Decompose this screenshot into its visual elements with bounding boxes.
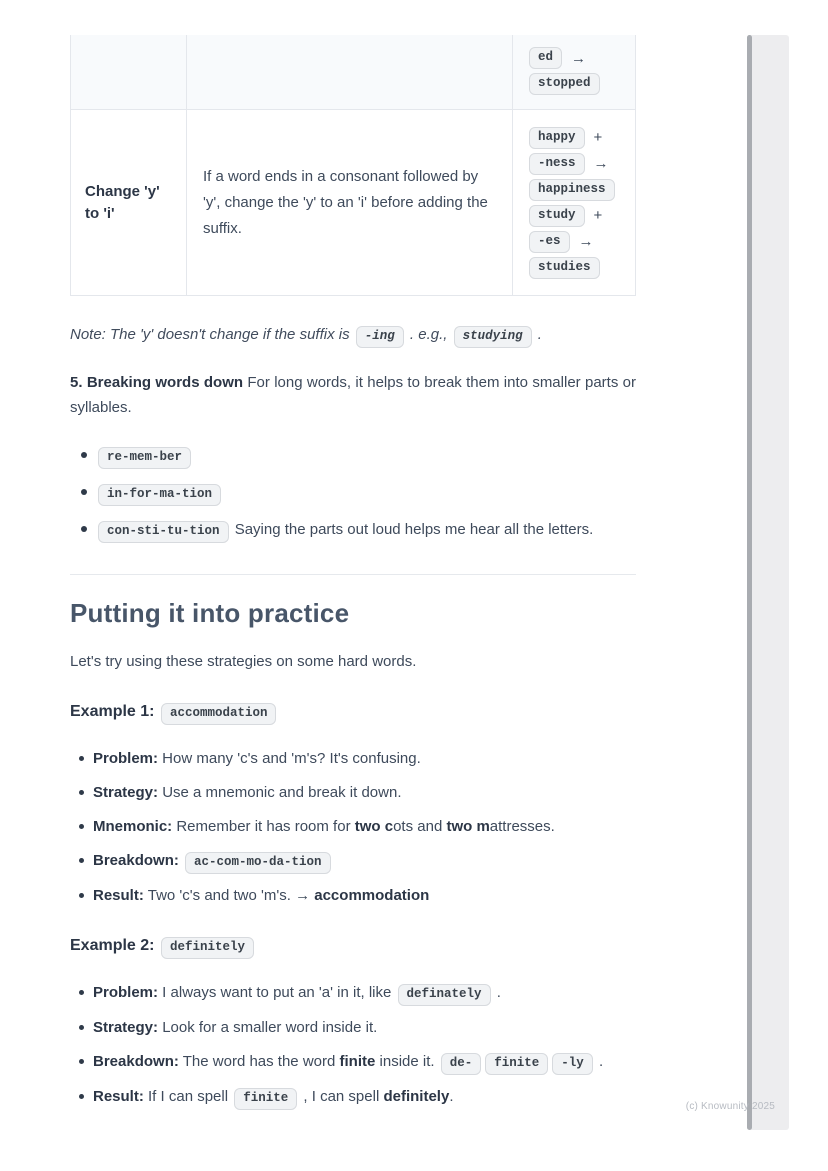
example-2-heading: [70, 933, 636, 959]
arrow-separator: →: [593, 155, 609, 172]
code-chip: ac-com-mo-da-tion: [185, 852, 331, 874]
item-label: Breakdown:: [93, 852, 179, 869]
item-text: .: [594, 1053, 604, 1070]
code-chip: -ness: [529, 153, 585, 175]
table-cell-description: [187, 110, 513, 296]
code-chip: -es: [529, 231, 570, 253]
example-1-list: [70, 746, 636, 908]
code-chip: ed: [529, 47, 562, 69]
syllable-list: [70, 443, 636, 543]
code-chip: finite: [234, 1088, 297, 1110]
list-item-problem: [70, 746, 636, 771]
example-2-label: Example 2:: [70, 937, 155, 954]
code-chip: study: [529, 205, 585, 227]
table-cell-rule: [71, 35, 187, 110]
item-text: .: [449, 1088, 454, 1105]
item-label: Breakdown:: [93, 1053, 179, 1070]
item-label: Mnemonic:: [93, 818, 173, 835]
example-line: [527, 45, 629, 71]
section-5-title: 5. Breaking words down: [70, 374, 244, 391]
rule-name: Change 'y' to 'i': [85, 182, 160, 222]
example-line: [527, 203, 629, 229]
example-line: [527, 125, 629, 151]
item-text: How many 'c's and 'm's? It's confusing.: [158, 750, 421, 767]
arrow-separator: →: [571, 49, 587, 67]
section-5-text: For long words, it helps to break them into smaller parts or syllables.: [70, 374, 637, 416]
item-bold: two c: [354, 818, 394, 835]
item-label: Problem:: [93, 750, 159, 767]
list-item-strategy: [70, 780, 636, 805]
code-chip: happiness: [529, 179, 615, 201]
item-text: The word has the word: [178, 1053, 340, 1070]
item-text: Use a mnemonic and break it down.: [158, 784, 402, 801]
copyright-text: (c) Knowunity 2025: [685, 1101, 775, 1112]
plus-separator: +: [593, 207, 603, 224]
rule-description: If a word ends in a consonant followed by 'y', change the 'y' to an 'i' before adding the suffix.: [203, 167, 488, 237]
item-text: .: [492, 984, 501, 1001]
code-chip: -ly: [552, 1053, 593, 1075]
example-1-label: Example 1:: [70, 703, 155, 720]
list-item-strategy: [70, 1015, 636, 1040]
scrollbar-thumb[interactable]: [747, 35, 752, 1130]
note-text: .: [533, 326, 542, 343]
document-content: [70, 35, 636, 1119]
section-5-paragraph: [70, 370, 636, 420]
table-row-change-y: [71, 110, 636, 296]
code-chip: definately: [398, 984, 491, 1006]
code-chip: stopped: [529, 73, 600, 95]
list-item-breakdown: [70, 848, 636, 874]
practice-intro: Let's try using these strategies on some hard words.: [70, 653, 417, 670]
list-item-result: [70, 883, 636, 908]
code-chip: in-for-ma-tion: [98, 484, 221, 506]
table-cell-example: [513, 35, 636, 110]
item-label: Strategy:: [93, 784, 159, 801]
list-item-result: [70, 1084, 636, 1110]
item-text: Remember it has room for: [172, 818, 355, 835]
code-chip: happy: [529, 127, 585, 149]
item-text: , I can spell: [299, 1088, 384, 1105]
item-text: ots and: [393, 818, 447, 835]
code-chip: con-sti-tu-tion: [98, 521, 229, 543]
item-text: inside it.: [375, 1053, 439, 1070]
item-label: Result:: [93, 887, 144, 904]
example-2-list: [70, 980, 636, 1110]
code-chip: studying: [454, 326, 532, 348]
list-item-breakdown: [70, 1049, 636, 1075]
code-chip: finite: [485, 1053, 548, 1075]
example-line: [527, 255, 629, 281]
example-line: [527, 151, 629, 177]
list-item: [70, 517, 636, 543]
item-bold: finite: [339, 1053, 376, 1070]
example-line: [527, 229, 629, 255]
item-label: Result:: [93, 1088, 144, 1105]
list-item: [70, 480, 636, 506]
example-line: [527, 177, 629, 203]
item-text: If I can spell: [143, 1088, 233, 1105]
code-chip: definitely: [161, 937, 254, 959]
item-text: I always want to put an 'a' in it, like: [158, 984, 396, 1001]
scrollbar-track[interactable]: [747, 35, 789, 1130]
item-label: Problem:: [93, 984, 159, 1001]
code-chip: accommodation: [161, 703, 277, 725]
item-bold: two m: [446, 818, 490, 835]
plus-separator: +: [593, 129, 603, 146]
code-chip: de-: [441, 1053, 482, 1075]
code-chip: -ing: [356, 326, 404, 348]
note-paragraph: [70, 322, 636, 348]
table-cell-example: [513, 110, 636, 296]
table-cell-description: [187, 35, 513, 110]
item-text: Look for a smaller word inside it.: [158, 1019, 378, 1036]
note-text: . e.g.,: [405, 326, 452, 343]
code-chip: studies: [529, 257, 600, 279]
item-text: attresses.: [489, 818, 555, 835]
item-text: Two 'c's and two 'm's. →: [143, 887, 315, 904]
list-item: [70, 443, 636, 469]
practice-heading: Putting it into practice: [70, 598, 350, 628]
note-text: Note: The 'y' doesn't change if the suffix is: [70, 326, 354, 343]
arrow-separator: →: [578, 233, 594, 250]
example-line: [527, 71, 629, 97]
example-1-heading: [70, 699, 636, 725]
list-item-text: Saying the parts out loud helps me hear all the letters.: [230, 521, 594, 538]
code-chip: re-mem-ber: [98, 447, 191, 469]
table-cell-rule: [71, 110, 187, 296]
table-row-partial: [71, 35, 636, 110]
list-item-problem: [70, 980, 636, 1006]
item-bold: accommodation: [314, 887, 430, 904]
item-bold: definitely: [383, 1088, 450, 1105]
list-item-mnemonic: [70, 814, 636, 839]
item-label: Strategy:: [93, 1019, 159, 1036]
section-divider: [70, 574, 636, 575]
spelling-rules-table: [70, 35, 636, 296]
